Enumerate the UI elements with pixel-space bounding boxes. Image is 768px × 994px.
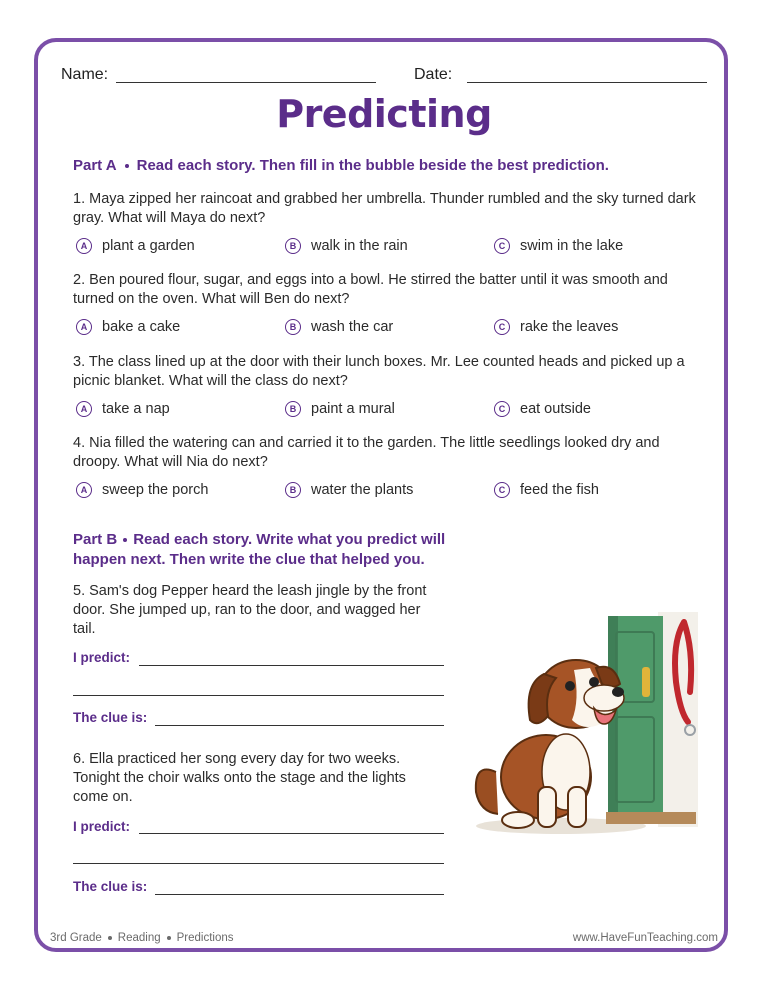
- part-a-heading: [73, 156, 609, 176]
- part-b-heading: [73, 530, 493, 570]
- question-4: 4. Nia filled the watering can and carried it to the garden. The little seedlings looked dry and droopy. What will Nia do next?: [73, 435, 660, 470]
- dog-at-door-illustration: [466, 612, 700, 842]
- dog-eye-icon: [565, 681, 575, 691]
- dog-leg: [538, 787, 556, 827]
- clue-label-6: The clue is:: [73, 879, 148, 894]
- page-title: Predicting: [276, 92, 492, 136]
- question-6: 6. Ella practiced her song every day for two weeks. Tonight the choir walks onto the stage and the lights come on.: [73, 751, 406, 805]
- option-text: rake the leaves: [520, 319, 619, 335]
- footer-topic: Predictions: [176, 932, 234, 944]
- option-text: walk in the rain: [311, 238, 408, 254]
- option-text: paint a mural: [311, 401, 395, 417]
- option-text: water the plants: [311, 482, 414, 498]
- part-b-label: Part B: [73, 531, 118, 548]
- option-3b[interactable]: [285, 401, 395, 417]
- option-text: plant a garden: [102, 238, 195, 254]
- option-text: take a nap: [102, 401, 170, 417]
- footer-grade: 3rd Grade: [50, 932, 102, 944]
- name-field[interactable]: [116, 82, 376, 83]
- option-4b[interactable]: [285, 482, 413, 498]
- dog-back-paw: [502, 812, 534, 828]
- option-text: swim in the lake: [520, 238, 624, 254]
- option-text: wash the car: [311, 319, 394, 335]
- bullet-icon: [167, 936, 171, 940]
- footer-subject: Reading: [117, 932, 161, 944]
- dog-tail: [476, 770, 498, 815]
- bubble-icon[interactable]: A: [76, 401, 92, 417]
- footer-website: www.HaveFunTeaching.com: [572, 932, 718, 944]
- bubble-icon[interactable]: B: [285, 319, 301, 335]
- bubble-icon[interactable]: C: [494, 401, 510, 417]
- bullet-icon: [123, 538, 127, 542]
- option-2b[interactable]: [285, 319, 393, 335]
- part-b-instruction-1: Read each story. Write what you predict will: [133, 531, 446, 548]
- bubble-icon[interactable]: A: [76, 319, 92, 335]
- dog-leg: [568, 787, 586, 827]
- option-1a[interactable]: [76, 238, 195, 254]
- part-a-instruction: Read each story. Then fill in the bubble beside the best prediction.: [136, 157, 609, 174]
- bubble-icon[interactable]: A: [76, 482, 92, 498]
- option-text: eat outside: [520, 401, 591, 417]
- predict-label-6: I predict:: [73, 819, 131, 834]
- bubble-icon[interactable]: B: [285, 482, 301, 498]
- date-label: Date:: [414, 66, 453, 83]
- clue-label-5: The clue is:: [73, 710, 148, 725]
- predict-line-5b[interactable]: [73, 695, 444, 696]
- door-step: [606, 812, 696, 824]
- bubble-icon[interactable]: B: [285, 238, 301, 254]
- predict-label-5: I predict:: [73, 650, 131, 665]
- option-2a[interactable]: [76, 319, 180, 335]
- clue-line-5[interactable]: [155, 725, 444, 726]
- bubble-icon[interactable]: C: [494, 482, 510, 498]
- footer-breadcrumb: [50, 932, 234, 944]
- bubble-icon[interactable]: A: [76, 238, 92, 254]
- clue-line-6[interactable]: [155, 894, 444, 895]
- door-handle-icon: [642, 667, 650, 697]
- dog-eye-icon: [589, 677, 599, 687]
- option-3a[interactable]: [76, 401, 170, 417]
- option-3c[interactable]: [494, 401, 591, 417]
- dog-nose-icon: [612, 687, 624, 697]
- predict-line-6a[interactable]: [139, 833, 444, 834]
- option-text: feed the fish: [520, 482, 599, 498]
- option-1b[interactable]: [285, 238, 408, 254]
- part-a-label: Part A: [73, 157, 117, 174]
- name-label: Name:: [61, 66, 109, 83]
- bubble-icon[interactable]: B: [285, 401, 301, 417]
- predict-line-5a[interactable]: [139, 665, 444, 666]
- question-2: 2. Ben poured flour, sugar, and eggs into a bowl. He stirred the batter until it was smooth and turned on the oven. What will Ben do next?: [73, 272, 668, 307]
- question-3: 3. The class lined up at the door with their lunch boxes. Mr. Lee counted heads and picked up a picnic blanket. What will the class do next?: [73, 354, 685, 389]
- bubble-icon[interactable]: C: [494, 238, 510, 254]
- option-text: sweep the porch: [102, 482, 209, 498]
- option-text: bake a cake: [102, 319, 181, 335]
- option-2c[interactable]: [494, 319, 618, 335]
- bubble-icon[interactable]: C: [494, 319, 510, 335]
- option-4c[interactable]: [494, 482, 599, 498]
- date-field[interactable]: [467, 82, 707, 83]
- part-b-instruction-2: happen next. Then write the clue that helped you.: [73, 551, 425, 568]
- bullet-icon: [125, 164, 129, 168]
- bullet-icon: [108, 936, 112, 940]
- question-1: 1. Maya zipped her raincoat and grabbed her umbrella. Thunder rumbled and the sky turned dark gray. What will Maya do next?: [73, 191, 696, 226]
- option-1c[interactable]: [494, 238, 623, 254]
- question-5: 5. Sam's dog Pepper heard the leash jingle by the front door. She jumped up, ran to the door, and wagged her tail.: [73, 583, 427, 637]
- option-4a[interactable]: [76, 482, 208, 498]
- predict-line-6b[interactable]: [73, 863, 444, 864]
